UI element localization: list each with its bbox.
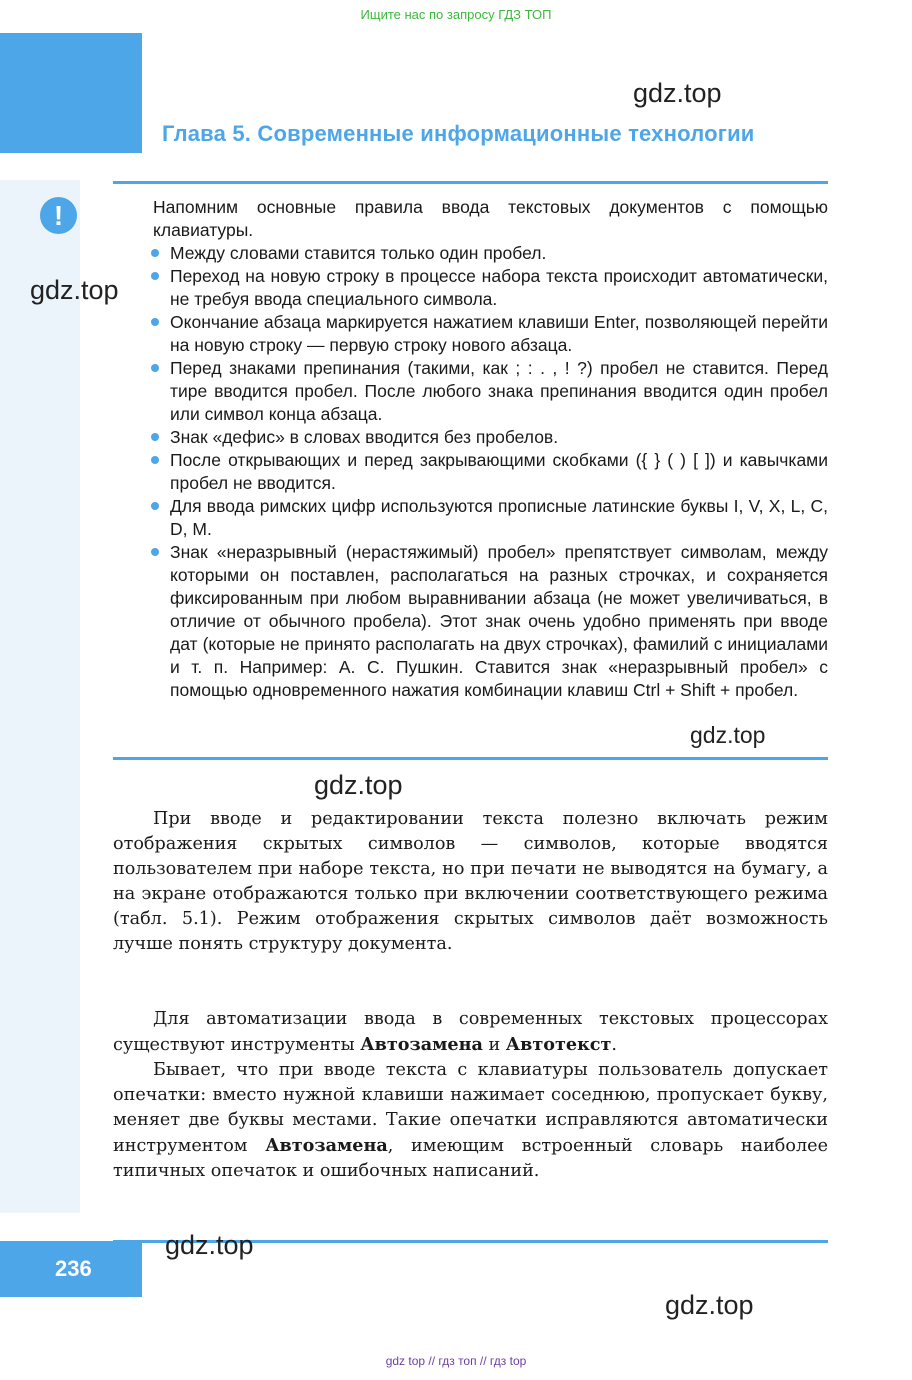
list-item: Для ввода римских цифр используются прописные латинские буквы I, V, X, L, C, D, M. bbox=[153, 495, 828, 541]
bullet-icon bbox=[151, 548, 159, 556]
watermark: gdz.top bbox=[690, 722, 766, 748]
header-divider bbox=[0, 150, 142, 153]
list-item: После открывающих и перед закрывающими скобками ({ } ( ) [ ]) и кавычками пробел не вводится. bbox=[153, 449, 828, 495]
body-section-2 bbox=[113, 1007, 828, 1184]
paragraph-typos: Бывает, что при вводе текста с клавиатуры пользователь допускает опечатки: вместо нужной клавиши нажимает соседнюю, пропускает букву, меняет две буквы местами. Такие опечатки исправляются автоматически инструментом Автозамена, имеющим встроенный словарь наиболее типичных опечаток и ошибочных написаний. bbox=[113, 1060, 828, 1181]
note-bottom-rule bbox=[113, 757, 828, 760]
body-section-1 bbox=[113, 807, 828, 957]
bullet-icon bbox=[151, 272, 159, 280]
bullet-icon bbox=[151, 433, 159, 441]
list-item: Перед знаками препинания (такими, как ; : . , ! ?) пробел не ставится. Перед тире вводится пробел. После любого знака препинания вводится один пробел или символ конца абзаца. bbox=[153, 357, 828, 426]
top-banner-text[interactable]: Ищите нас по запросу ГДЗ ТОП bbox=[360, 7, 552, 22]
rules-list bbox=[153, 242, 828, 702]
list-item: Знак «дефис» в словах вводится без пробелов. bbox=[153, 426, 828, 449]
bullet-icon bbox=[151, 318, 159, 326]
paragraph-hidden-symbols: При вводе и редактировании текста полезно включать режим отображения скрытых символов — символов, которые вводятся пользователем при наборе текста, но при печати не выводятся на бумагу, а на экране отображаются только при включении соответствующего режима (табл. 5.1). Режим отображения скрытых символов даёт возможность лучше понять структуру документа. bbox=[113, 809, 828, 954]
watermark: gdz.top bbox=[633, 78, 722, 108]
note-intro: Напомним основные правила ввода текстовых документов с помощью клавиатуры. bbox=[153, 197, 828, 240]
bullet-icon bbox=[151, 456, 159, 464]
page-number: 236 bbox=[0, 1241, 142, 1297]
list-item: Между словами ставится только один пробел. bbox=[153, 242, 828, 265]
header-color-block bbox=[0, 33, 142, 153]
list-item: Окончание абзаца маркируется нажатием клавиши Enter, позволяющей перейти на новую строку — первую строку нового абзаца. bbox=[153, 311, 828, 357]
footer-link-text[interactable]: gdz top // гдз топ // гдз top bbox=[385, 1354, 527, 1368]
watermark: gdz.top bbox=[665, 1290, 754, 1320]
bullet-icon bbox=[151, 364, 159, 372]
paragraph-autocorrect-tools: Для автоматизации ввода в современных текстовых процессорах существуют инструменты Автозамена и Автотекст. bbox=[113, 1009, 828, 1055]
note-top-rule bbox=[113, 181, 828, 184]
list-item: Переход на новую строку в процессе набора текста происходит автоматически, не требуя ввода специального символа. bbox=[153, 265, 828, 311]
bullet-icon bbox=[151, 502, 159, 510]
rules-note-box bbox=[153, 196, 828, 702]
side-margin-strip bbox=[0, 180, 80, 1213]
watermark: gdz.top bbox=[314, 770, 403, 800]
chapter-title: Глава 5. Современные информационные технологии bbox=[162, 121, 755, 146]
watermark: gdz.top bbox=[165, 1230, 254, 1260]
watermark: gdz.top bbox=[30, 275, 119, 305]
list-item: Знак «неразрывный (нерастяжимый) пробел» препятствует символам, между которыми он поставлен, располагаться на разных строчках, и сохраняется фиксированным при любом выравнивании абзаца (не может увеличиваться, в отличие от обычного пробела). Этот знак очень удобно применять при вводе дат (которые не принято располагать на двух строчках), фамилий с инициалами и т. п. Например: А. С. Пушкин. Ставится знак «неразрывный пробел» с помощью одновременного нажатия комбинации клавиш Ctrl + Shift + пробел. bbox=[153, 541, 828, 702]
bullet-icon bbox=[151, 249, 159, 257]
exclamation-icon: ! bbox=[40, 197, 77, 234]
